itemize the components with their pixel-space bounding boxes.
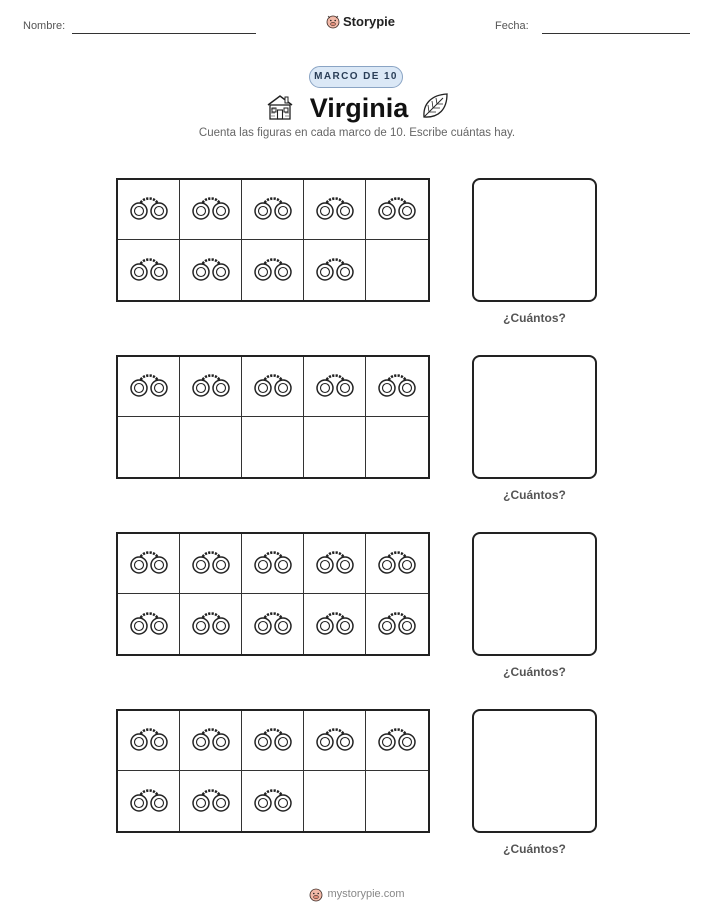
handcuffs-icon — [127, 253, 171, 288]
handcuffs-icon — [127, 192, 171, 227]
answer-box[interactable] — [472, 355, 597, 479]
ten-frame-cell — [304, 711, 366, 771]
handcuffs-icon — [189, 369, 233, 404]
answer-box[interactable] — [472, 532, 597, 656]
pig-mascot-icon — [326, 13, 340, 29]
handcuffs-icon — [189, 253, 233, 288]
ten-frame-cell — [118, 357, 180, 417]
answer-label: ¿Cuántos? — [503, 488, 566, 502]
handcuffs-icon — [189, 192, 233, 227]
handcuffs-icon — [127, 784, 171, 819]
ten-frame — [116, 355, 430, 479]
name-line[interactable] — [72, 33, 256, 34]
ten-frame-cell — [180, 357, 242, 417]
date-label: Fecha: — [495, 20, 529, 32]
handcuffs-icon — [375, 192, 419, 227]
ten-frame-cell — [242, 240, 304, 300]
ten-frame-cell — [242, 594, 304, 654]
handcuffs-icon — [375, 546, 419, 581]
ten-frame-cell — [180, 771, 242, 831]
ten-frame-cell — [180, 594, 242, 654]
handcuffs-icon — [189, 546, 233, 581]
ten-frame-cell — [366, 240, 428, 300]
answer-box[interactable] — [472, 709, 597, 833]
ten-frame-cell — [304, 594, 366, 654]
ten-frame-cell — [366, 534, 428, 594]
handcuffs-icon — [313, 723, 357, 758]
ten-frame-cell — [242, 711, 304, 771]
ten-frame-cell — [242, 357, 304, 417]
handcuffs-icon — [127, 607, 171, 642]
handcuffs-icon — [251, 784, 295, 819]
handcuffs-icon — [375, 723, 419, 758]
date-line[interactable] — [542, 33, 690, 34]
ten-frame-cell — [180, 711, 242, 771]
ten-frame-cell — [118, 771, 180, 831]
ten-frame-cell — [118, 417, 180, 477]
handcuffs-icon — [189, 784, 233, 819]
ten-frame-cell — [118, 711, 180, 771]
handcuffs-icon — [313, 607, 357, 642]
handcuffs-icon — [127, 546, 171, 581]
handcuffs-icon — [313, 253, 357, 288]
ten-frame-cell — [366, 771, 428, 831]
ten-frame-cell — [366, 180, 428, 240]
house-icon — [265, 92, 295, 122]
worksheet-type-badge: MARCO DE 10 — [309, 66, 403, 88]
ten-frame-cell — [366, 357, 428, 417]
handcuffs-icon — [127, 723, 171, 758]
pig-mascot-icon — [309, 886, 323, 902]
name-label: Nombre: — [23, 20, 66, 32]
handcuffs-icon — [251, 723, 295, 758]
handcuffs-icon — [375, 369, 419, 404]
page-title: Virginia — [309, 93, 409, 123]
handcuffs-icon — [189, 723, 233, 758]
brand-logo — [326, 13, 395, 29]
answer-label: ¿Cuántos? — [503, 665, 566, 679]
brand-name: Storypie — [343, 13, 396, 29]
ten-frame-cell — [304, 240, 366, 300]
instructions: Cuenta las figuras en cada marco de 10. Escribe cuántas hay. — [198, 127, 516, 139]
handcuffs-icon — [251, 369, 295, 404]
handcuffs-icon — [251, 607, 295, 642]
ten-frame-cell — [304, 180, 366, 240]
ten-frame-cell — [118, 240, 180, 300]
ten-frame-cell — [180, 417, 242, 477]
answer-label: ¿Cuántos? — [503, 842, 566, 856]
handcuffs-icon — [251, 546, 295, 581]
ten-frame-cell — [242, 180, 304, 240]
ten-frame-cell — [242, 417, 304, 477]
ten-frame-cell — [118, 180, 180, 240]
ten-frame — [116, 178, 430, 302]
ten-frame-cell — [366, 711, 428, 771]
ten-frame-cell — [180, 240, 242, 300]
handcuffs-icon — [313, 192, 357, 227]
ten-frame-cell — [242, 771, 304, 831]
ten-frame-cell — [366, 417, 428, 477]
ten-frame-cell — [242, 534, 304, 594]
ten-frame-cell — [304, 771, 366, 831]
ten-frame — [116, 709, 430, 833]
ten-frame — [116, 532, 430, 656]
ten-frame-cell — [118, 594, 180, 654]
handcuffs-icon — [189, 607, 233, 642]
handcuffs-icon — [127, 369, 171, 404]
ten-frame-cell — [304, 357, 366, 417]
title-row — [265, 90, 451, 126]
leaf-icon — [419, 90, 451, 122]
answer-box[interactable] — [472, 178, 597, 302]
answer-label: ¿Cuántos? — [503, 311, 566, 325]
footer-url[interactable]: mystorypie.com — [327, 888, 405, 900]
ten-frame-cell — [304, 534, 366, 594]
handcuffs-icon — [313, 369, 357, 404]
ten-frame-cell — [118, 534, 180, 594]
ten-frame-cell — [180, 180, 242, 240]
ten-frame-cell — [366, 594, 428, 654]
handcuffs-icon — [375, 607, 419, 642]
ten-frame-cell — [304, 417, 366, 477]
footer — [0, 886, 714, 902]
ten-frame-cell — [180, 534, 242, 594]
handcuffs-icon — [313, 546, 357, 581]
handcuffs-icon — [251, 192, 295, 227]
handcuffs-icon — [251, 253, 295, 288]
